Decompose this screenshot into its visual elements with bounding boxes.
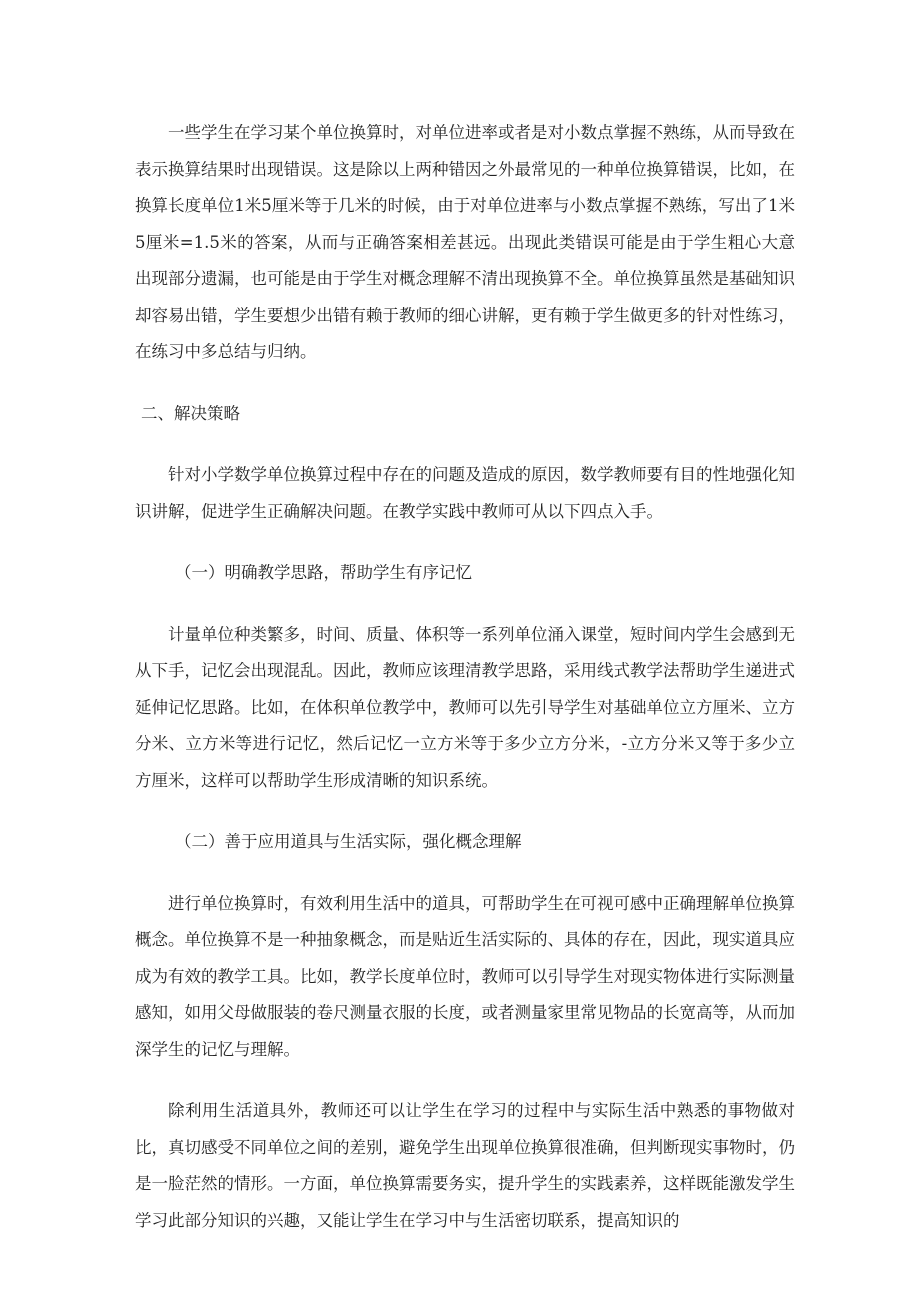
paragraph-unit-error: 一些学生在学习某个单位换算时，对单位进率或者是对小数点掌握不熟练，从而导致在表示换算结果时出现错误。这是除以上两种错因之外最常见的一种单位换算错误，比如，在换算长度单位1米5厘米等于几米的时候，由于对单位进率与小数点掌握不熟练，写出了1米5厘米=1.5米的答案，从而与正确答案相差甚远。出现此类错误可能是由于学生粗心大意出现部分遗漏，也可能是由于学生对概念理解不清出现换算不全。单位换算虽然是基础知识却容易出错，学生要想少出错有赖于教师的细心讲解，更有赖于学生做更多的针对性练习，在练习中多总结与归纳。 <box>135 123 795 361</box>
subheading-strategy-one: （一）明确教学思路，帮助学生有序记忆 <box>175 563 472 582</box>
document-body <box>135 115 795 1264</box>
subheading-strategy-two: （二）善于应用道具与生活实际，强化概念理解 <box>175 832 522 851</box>
paragraph-strategy-two-a: 进行单位换算时，有效利用生活中的道具，可帮助学生在可视可感中正确理解单位换算概念。单位换算不是一种抽象概念，而是贴近生活实际的、具体的存在，因此，现实道具应成为有效的教学工具。比如，教学长度单位时，教师可以引导学生对现实物体进行实际测量感知，如用父母做服装的卷尺测量衣服的长度，或者测量家里常见物品的长宽高等，从而加深学生的记忆与理解。 <box>135 893 795 1059</box>
paragraph-strategy-one: 计量单位种类繁多，时间、质量、体积等一系列单位涌入课堂，短时间内学生会感到无从下手，记忆会出现混乱。因此，教师应该理清教学思路，采用线式教学法帮助学生递进式延伸记忆思路。比如，在体积单位教学中，教师可以先引导学生对基础单位立方厘米、立方分米、立方米等进行记忆，然后记忆一立方米等于多少立方分米，-立方分米又等于多少立方厘米，这样可以帮助学生形成清晰的知识系统。 <box>135 624 795 790</box>
paragraph-strategy-intro: 针对小学数学单位换算过程中存在的问题及造成的原因，数学教师要有目的性地强化知识讲解，促进学生正确解决问题。在教学实践中教师可从以下四点入手。 <box>135 465 795 521</box>
section-heading-strategies: 二、解决策略 <box>141 403 240 423</box>
paragraph-strategy-two-b: 除利用生活道具外，教师还可以让学生在学习的过程中与实际生活中熟悉的事物做对比，真切感受不同单位之间的差别，避免学生出现单位换算很准确，但判断现实事物时，仍是一脸茫然的情形。一方面，单位换算需要务实，提升学生的实践素养，这样既能激发学生学习此部分知识的兴趣，又能让学生在学习中与生活密切联系，提高知识的 <box>135 1101 795 1230</box>
